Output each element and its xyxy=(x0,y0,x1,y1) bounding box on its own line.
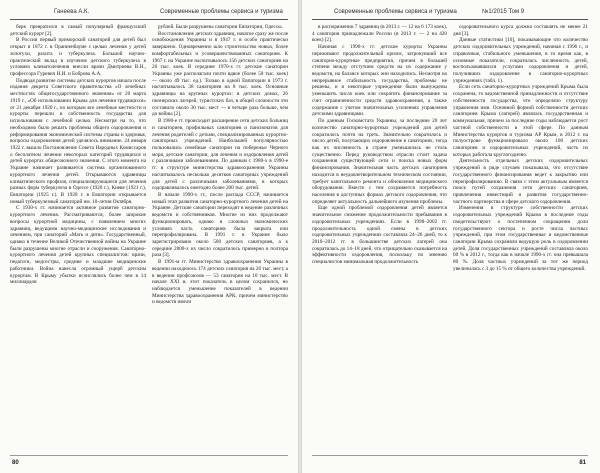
paragraph: в распоряжении 7 здравниц (в 2013 г. — 12 на 6 173 коек), 4 санатория принадлежали России (в 2013 г. — 2 на 420 коек) [2]. xyxy=(312,24,447,44)
paragraph: По данным Госкомстата Украины, за последние 20 лет количество санаторно-курортных учреждений для детей сократилось почти на треть. Значительно сократилось и число детей, получающих оздоровление в санаториях, тогда как их численность в стране уменьшилась не столь существенно. Перед руководством отрасли стоит задача сохранения существующей сети и поиска новых форм финансирования. Значительная часть детских санаториев находится в неудовлетворительном техническом состоянии, требует капитального ремонта и обновления медицинского оборудования. Вместе с тем сохраняется потребность населения в доступных формах детского оздоровления, что определяет актуальность дальнейшего изучения проблемы. xyxy=(312,118,447,205)
running-head-journal: Современные проблемы сервиса и туризма xyxy=(334,9,457,15)
paragraph: берк превратился в самый популярный французский детский курорт [2]. xyxy=(10,24,146,37)
paragraph: рублей. Были разрушены санатории Евпатории, Одессы. xyxy=(158,24,283,30)
text-columns xyxy=(312,24,588,451)
paragraph: Данные статистики [10], показывающие что количество детских оздоровительных учреждений, начиная с 1996 г., и справочные, стабильного уменьшения, в то время как, в основные показатели, сократилась численность детей, воспользовавшихся услугами оздоровления и детей, получивших оздоровление в санаторно-курортных учреждениях (табл. 1). xyxy=(453,37,588,84)
paragraph: Изменения в структуре собственности детских оздоровительных учреждений Крыма в последние годы свидетельствуют о постепенном сокращении доли государственного сектора и росте числа частных учреждений, при этом государственные и ведомственные санатории Крыма сохраняли ведущую роль в оздоровлении детей. Доля государственных учреждений составляла около 60 % в 2012 г., тогда как в начале 1990-х гг. она превышала 80 %. Доля частных учреждений за тот же период увеличилась с 3 до 15 % от общего количества учреждений. xyxy=(453,205,588,272)
paragraph: В 1980-е гг. происходит расширение сети детских больниц и санаториев, профильных санаториев и пансионатов для лечения родителей с детьми, специализированных курортно-санаторных учреждений. Наибольшей популярностью пользовались семейные санатории на побережье Черного моря, детские санатории, для лечения и оздоровления детей с различными заболеваниями. По данным с 1980-х в 1990-е гг. в структуре министерства здравоохранения Украины насчитывалось несколько десятков санаторных учреждений для детей с различными заболеваниями, в которых оздоравливалось ежегодно более 200 тыс. детей. xyxy=(152,118,288,192)
paragraph: Начиная с 1990-х гг. детские курорты Украины переживают продолжительный кризис, затронувший все санаторно-курортные предприятия, причем в большей степени между отстутием средств на их содержание у ведомств, на балансе которых они находились. Несмотря на непрерывное стабильность государства, проблемы не решены, и в некоторые учреждения были вынуждены уменьшить число коек или сократить финансирование за счет ограниченности средств здравоохранения, а также содержание с учетом значительных усилениях управления детскими здравницами. xyxy=(312,44,447,118)
page-number: 80 xyxy=(12,460,19,466)
page-number: 81 xyxy=(579,460,586,466)
text-columns xyxy=(10,24,288,451)
paragraph: В России первый приморский санаторий для детей был открыт в 1872 г. в Ораниенбауме с целью лечения у детей золотухи, рахита и туберкулеза. Большой научно-практический вклад в изучение детского туберкулеза в условиях климатолечения внесли врачи Дмитриева В.Н., профессора Гуревич Н.И. и Боброва А.А. xyxy=(10,37,146,78)
paragraph: Подводя развитие системы детских курортов начала после издания декрета Советского правительства «О лечебных местностях общегосударственного значения» от 20 марта 1919 г., «Об использовании Крыма для лечения трудящихся» от 21 декабря 1920 г., по которым все лечебные местности и курорты перешли в собственность государства для использования с лечебной целью. Несмотря на то, что необходимо было решать проблемы общего оздоровления и реформирования экономической системы страны и здоровья, вопросы оздоровления детей уделялось внимание. 24 января 1922 г. вышло Постановление Совета Народных Комиссаров о бесплатном лечении некоторых категорий трудящихся и детей курортах общесоюзного значения. С этого момента на Украине начинает развивается система организованного курортного лечения детей. Открываются здравницы климатического профиля, специализирующиеся для лечения разных форм туберкулеза в Одессе (1920 г.), Киеве (1921 г.), Евпатории (1925 г.). В 1928 г. в Евпатории открывается новый туберкулезный санаторий им. 10-летия Октября. xyxy=(10,77,146,205)
paragraph: С 1930-х гг. начинается активное развитие санаторно-курортного лечения. Рассматриваются, более широкие вопросы курортной медицины, с появлением многих здравниц, ведущими научно-медицинские исследования и лечением, при санаторий «Мать и дитя». Государственный, однако в течение Великой Отечественной войны на Украине были разрушены многие отрасли и сооружения. Санаторно-курортного лечения детей крупных специалистов: врачи, педагоги, медсестры, средние и младшие медицинские работники. Война нанесла огромный ущерб детским курортам. В Крыму убытки исчислялись более чем в 14 миллиардов xyxy=(10,205,146,286)
running-head xyxy=(312,8,588,20)
running-head-journal: Современные проблемы сервиса и туризма xyxy=(160,9,283,15)
text-column-2 xyxy=(152,24,288,451)
paragraph: оздоровительного курса должна составлять не менее 21 дня [3]. xyxy=(453,24,588,37)
paragraph: В 1991-м гг. Министерство здравоохранения Украины в ведении находилось 174 детских санатория на 26 тыс. мест, а в ведении профсоюзов — 53 санатория на 10 тыс. мест. В начале XXI в. этот показатель в целом сохранился, но наблюдается уменьшение показателей в ведении Министерства здравоохранения АРК, причем министерство и ведомств имели xyxy=(152,259,288,306)
text-column-2 xyxy=(453,24,588,451)
paragraph: Еще одной проблемой оздоровления детей является значительное снижение продолжительности пребывания в оздоровительных учреждениях. Если в 1998–2002 гг. продолжительность одной смены в детских оздоровительных учреждениях составляла 24–26 дней, то к 2010–2012 гг. в большинстве детских лагерей она сократилась до 14–18 дней, что отрицательно сказывается на эффективности оздоровления, поскольку по мнению специалистов минимальная продолжительность xyxy=(312,205,447,266)
text-column-1 xyxy=(312,24,447,451)
footer-rule xyxy=(312,455,588,456)
running-head-author: Ганеева А.К. xyxy=(54,9,90,15)
paragraph: Восстановление детских здравниц, начатое сразу же после освобождения Украины и в 1947 г. в особо практически завершено. Одновременно шло строительство новых, более комфортабельных и усовершенствованных санаториев. К 1967 г. на Украине насчитывалось 156 детских санаториев на 26 тыс. коек. В середине 1970-х гг. детские санатории Украины уже располагали почти вдвое (более 50 тыс. коек) — около 49 тыс. ед.). Только в одной Евпатории в 1973 г. насчитывалось 38 санаториев на 8 тыс. коек. Основные здравницы на крупных курортах: в детских домах, 26 пионерских лагерей, туристских баз, в общей сложности эти составило около 30 тыс. мест — в четыре раза больше, чем до войны [2]. xyxy=(152,30,288,118)
paragraph: Если сеть санаторно-курортных учреждений Крыма была сохранена, то ведомственной принадлежности и отсутствие собственности государства, что определяло структуру управления ими. Основной формой собственности детских санаториев Крыма (лагерей) являлась государственная и коммунальная, причем за последние годы наблюдается рост частной собственности в этой сфере. По данным Министерства курортов и туризма АР Крым, в 2012 г. на полуострове функционировало около 100 детских санаториев и оздоровительных учреждений, часть из которых работала круглогодично. xyxy=(453,84,588,158)
running-head xyxy=(10,8,288,20)
footer-rule xyxy=(10,455,288,456)
paragraph: Деятельность отдельных детских оздоровительных учреждений в ряде случаев показывала, что отсутствие государственного финансирования ведет к закрытию или перепрофилированию. В связи с этим актуальным является поиск путей сохранения сети детских санаториев, привлечения инвестиций и развития государственно-частного партнерства в сфере детского оздоровления. xyxy=(453,158,588,205)
text-column-1 xyxy=(10,24,146,451)
running-head-issue: №1/2015 Том 9 xyxy=(482,9,525,15)
right-page xyxy=(302,0,600,473)
paragraph: В начале 1990-х гг., после распада СССР, начинается новый этап развития санаторно-курортного лечения детей на Украине. Детские санатории переходят в ведение различных ведомств и собственников. Многие из них продолжают функционировать, однако в сложных экономических условиях часть санаториев была закрыта или перепрофилирована. В 1991 г. в Украине было зарегистрировано около 500 детских санаториев, а к середине 2000-х их число сократилось примерно в полтора раза [3]. xyxy=(152,191,288,259)
left-page xyxy=(0,0,298,473)
